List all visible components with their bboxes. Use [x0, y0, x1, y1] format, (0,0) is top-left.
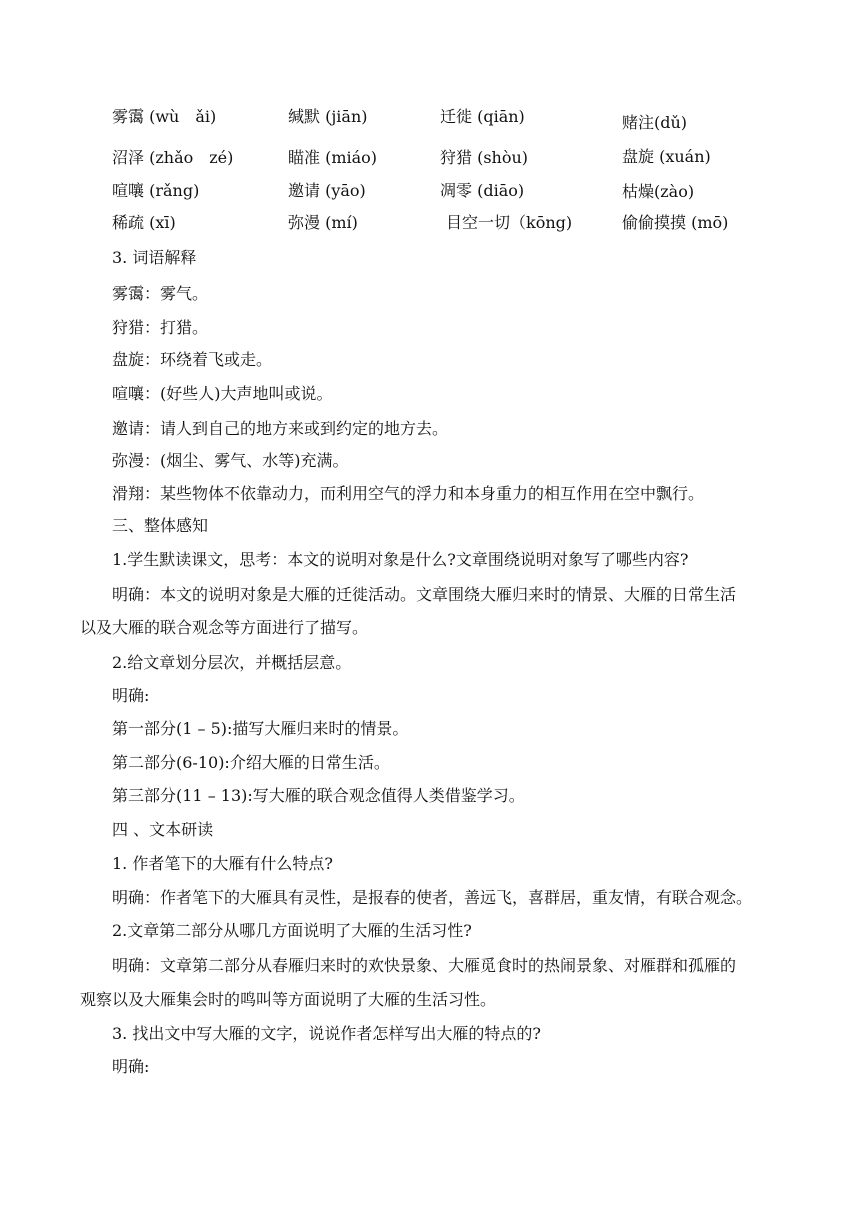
vocab-item: 沼泽 (zhǎo zé): [112, 148, 234, 167]
definition-line: 邀请：请人到自己的地方来或到约定的地方去。: [112, 419, 449, 438]
vocab-row: [112, 104, 812, 137]
section-heading: 三、整体感知: [112, 516, 209, 535]
definition-line: 弥漫：(烟尘、雾气、水等)充满。: [112, 451, 349, 470]
vocab-item: 稀疏 (xī): [112, 213, 176, 232]
vocab-item: 缄默 (jiān): [288, 107, 368, 126]
vocab-item: 瞄准 (miáo): [288, 148, 378, 167]
answer-line: 以及大雁的联合观念等方面进行了描写。: [80, 618, 369, 637]
definition-line: 狩猎：打猎。: [112, 318, 209, 337]
question-line: 3. 找出文中写大雁的文字，说说作者怎样写出大雁的特点的?: [112, 1024, 541, 1043]
outline-line: 第二部分(6-10):介绍大雁的日常生活。: [112, 753, 390, 772]
vocab-item: 邀请 (yāo): [288, 181, 366, 200]
vocab-item: 弥漫 (mí): [288, 213, 358, 232]
vocab-item: 喧嚷 (rǎng): [112, 181, 200, 200]
vocab-item: 盘旋 (xuán): [622, 147, 711, 166]
answer-label: 明确:: [112, 1057, 150, 1076]
answer-line: 明确：文章第二部分从春雁归来时的欢快景象、大雁觅食时的热闹景象、对雁群和孤雁的: [112, 956, 737, 975]
vocab-item: 偷偷摸摸 (mō): [622, 213, 729, 232]
section-heading: 四 、文本研读: [112, 820, 214, 839]
definition-line: 喧嚷：(好些人)大声地叫或说。: [112, 384, 333, 403]
outline-line: 第一部分(1 – 5):描写大雁归来时的情景。: [112, 719, 409, 738]
vocab-item: 狩猎 (shòu): [440, 148, 529, 167]
outline-line: 第三部分(11 – 13):写大雁的联合观念值得人类借鉴学习。: [112, 786, 525, 805]
section-heading: 3. 词语解释: [112, 248, 197, 267]
vocab-row: [112, 170, 812, 203]
answer-line: 明确：本文的说明对象是大雁的迁徙活动。文章围绕大雁归来时的情景、大雁的日常生活: [112, 585, 737, 604]
vocab-item: 迁徙 (qiān): [440, 107, 525, 126]
question-line: 1.学生默读课文，思考：本文的说明对象是什么?文章围绕说明对象写了哪些内容?: [112, 550, 689, 569]
vocab-item: 凋零 (diāo): [440, 181, 525, 200]
answer-line: 观察以及大雁集会时的鸣叫等方面说明了大雁的生活习性。: [80, 990, 497, 1009]
vocab-item: 枯燥(zào): [622, 182, 695, 201]
vocab-row: [112, 137, 812, 170]
vocab-item: 目空一切（kōng): [446, 213, 573, 232]
vocabulary-grid: [112, 104, 812, 236]
answer-label: 明确:: [112, 686, 150, 705]
definition-line: 滑翔：某些物体不依靠动力，而利用空气的浮力和本身重力的相互作用在空中飘行。: [112, 484, 705, 503]
vocab-item: 雾霭 (wù ǎi): [112, 107, 217, 126]
question-line: 1. 作者笔下的大雁有什么特点?: [112, 854, 333, 873]
question-line: 2.给文章划分层次，并概括层意。: [112, 653, 352, 672]
definition-line: 盘旋：环绕着飞或走。: [112, 350, 273, 369]
vocab-item: 赌注(dǔ): [622, 113, 688, 132]
definition-line: 雾霭：雾气。: [112, 284, 209, 303]
question-line: 2.文章第二部分从哪几方面说明了大雁的生活习性?: [112, 921, 472, 940]
answer-line: 明确：作者笔下的大雁具有灵性，是报春的使者，善远飞，喜群居，重友情，有联合观念。: [112, 888, 753, 907]
vocab-row: [112, 203, 812, 236]
